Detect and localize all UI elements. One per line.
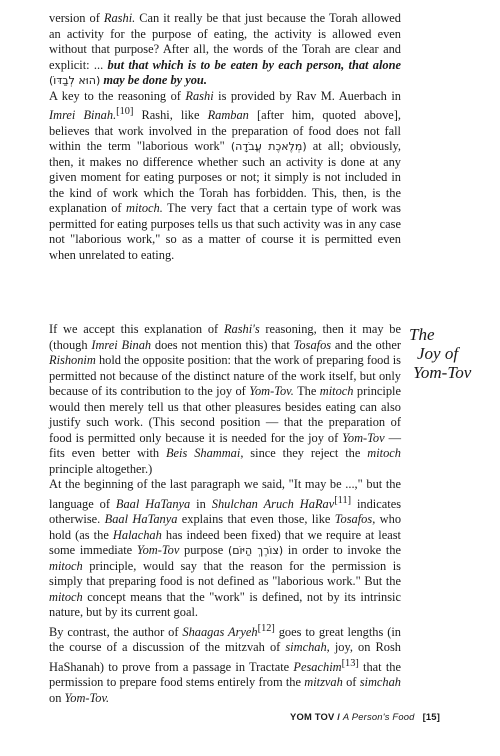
text-run: explains that even those, like [177,512,335,527]
text-run: Can it really be that just because the Torah allowed an activity for the purpose of eating, the activity is allowed even without that purpose? After all, the words of the Torah are clear and explicit: ... [49,11,401,72]
footnote-ref: [11] [334,494,352,506]
italic-term: Halachah [112,527,162,542]
italic-term: Rashi [185,88,214,103]
text-run: Rashi, like [133,108,208,123]
italic-term: Yom-Tov [136,543,180,558]
verse-quote: may be done by you. [103,73,207,87]
text-run: If we accept this explanation of [49,322,224,336]
text-run: concept means that the "work" is defined, not by its intrinsic nature, but by its current goal. [49,589,401,620]
italic-term: Tosafos [293,337,332,352]
text-run: The [293,384,320,398]
text-run: The very fact that a certain type of work was permitted for eating purposes tells us that such activity was in any case not "laborious work," so as a matter of course it is permitted even when unrelated to eating. [49,201,401,262]
italic-term: Shulchan Aruch HaRav [211,496,335,511]
text-run: that the permission to prepare food stems entirely from the [49,659,401,690]
verse-quote: but that which is to be eaten by each person, that alone [107,57,402,72]
italic-term: mitzvah [304,675,343,690]
text-run: reasoning, then it may be (though [49,322,401,352]
italic-term: Beis Shammai, [165,446,244,460]
italic-term: mitoch [319,384,354,398]
italic-term: simchah [359,675,401,690]
paragraph [49,621,401,707]
text-run: who hold (as the [49,512,402,542]
text-run: at all; obviously, then, it makes no difference whether such an activity is done at any given moment for eating purposes or not; it simply is not included in the kind of work which the Torah has forbidden. This, then, is the explanation of [49,139,401,216]
italic-term: Tosafos, [334,512,376,527]
margin-heading-line: The [409,325,435,344]
text-run: goes to great lengths (in the course of a discussion of the mitzvah of [49,624,401,655]
italic-term: Baal HaTanya [115,496,191,511]
text-run: principle would then merely tell us that other pleasures besides eating can also justify such work. (This second position — that the preparation of food is permitted only because it is needed for the joy of [49,384,401,445]
paragraph [49,322,401,477]
footnote-ref: [12] [257,622,275,634]
text-run: in [190,496,212,511]
text-run: has indeed been fixed) that we require at least some immediate [49,527,401,558]
margin-heading [409,325,489,382]
italic-term: Yom-Tov. [64,690,110,705]
text-run: A key to the reasoning of [49,88,186,103]
text-run: and the other [331,337,401,352]
paragraph [49,477,401,621]
page-number: [15] [422,711,441,722]
margin-heading-line: Joy of [417,344,459,363]
body-text-block-1 [49,11,401,263]
text-run: on [49,690,65,705]
text-run: — fits even better with [49,430,401,460]
margin-heading-line: Yom-Tov [413,363,472,382]
text-run: At the beginning of the last paragraph we said, "It may be ...," but the language of [49,477,401,511]
footer-book-title: YOM TOV [290,711,335,722]
text-run: is provided by Rav M. Auerbach in [213,88,401,103]
text-run: purpose [179,543,228,558]
italic-term: mitoch. [126,201,163,216]
footnote-ref: [10] [116,106,134,117]
italic-term: Pesachim [293,659,342,674]
text-run: in order to invoke the [283,543,401,558]
italic-term: Yom-Tov. [249,384,294,398]
body-text-block-2 [49,322,401,706]
running-footer [290,711,490,722]
text-run: [after him, quoted above], believes that work involved in the preparation of food does not fall within the term "laborious work" [49,108,401,154]
text-run: indicates otherwise. [49,496,402,527]
text-run: hold the opposite position: that the work of preparing food is permitted not because of the distinct nature of the work itself, but only because of its contribution to the joy of [49,353,401,398]
footer-separator: / [334,711,343,722]
hebrew-phrase: (הוּא לְבַדּוֹ) [49,74,101,87]
italic-term: Imrei Binah [91,337,152,352]
italic-term: mitoch [49,589,83,604]
italic-term: Rashi. [103,11,136,25]
text-run: does not mention this) that [151,337,294,352]
italic-term: simchah, [285,640,330,655]
italic-term: Rishonim [49,353,96,367]
italic-term: mitoch [367,446,401,460]
text-run: principle altogether.) [49,461,153,476]
italic-term: Imrei Binah. [49,108,117,123]
text-run: since they reject the [243,446,368,460]
footer-chapter-title: A Person's Food [342,711,415,722]
hebrew-phrase: (מְלֶאכֶת עֲבֹדָה) [230,140,307,154]
text-run: of [342,675,360,690]
text-run: version of [49,11,104,25]
italic-term: Shaagas Aryeh [182,624,258,639]
text-run: By contrast, the author of [49,624,183,639]
hebrew-phrase: (צוֹרֶךְ הַיּוֹם) [227,544,284,558]
text-run: principle, would say that the reason for the permission is simply that preparing food is not defined as "laborious work." But the [49,558,401,589]
italic-term: Baal HaTanya [104,512,178,527]
italic-term: Rashi's [223,322,260,336]
paragraph [49,11,401,89]
paragraph [49,89,401,264]
italic-term: mitoch [49,558,83,573]
italic-term: Yom-Tov [342,430,385,445]
footnote-ref: [13] [341,657,359,669]
text-run: joy, on Rosh HaShanah) to prove from a passage in Tractate [49,640,402,674]
italic-term: Ramban [207,108,249,123]
